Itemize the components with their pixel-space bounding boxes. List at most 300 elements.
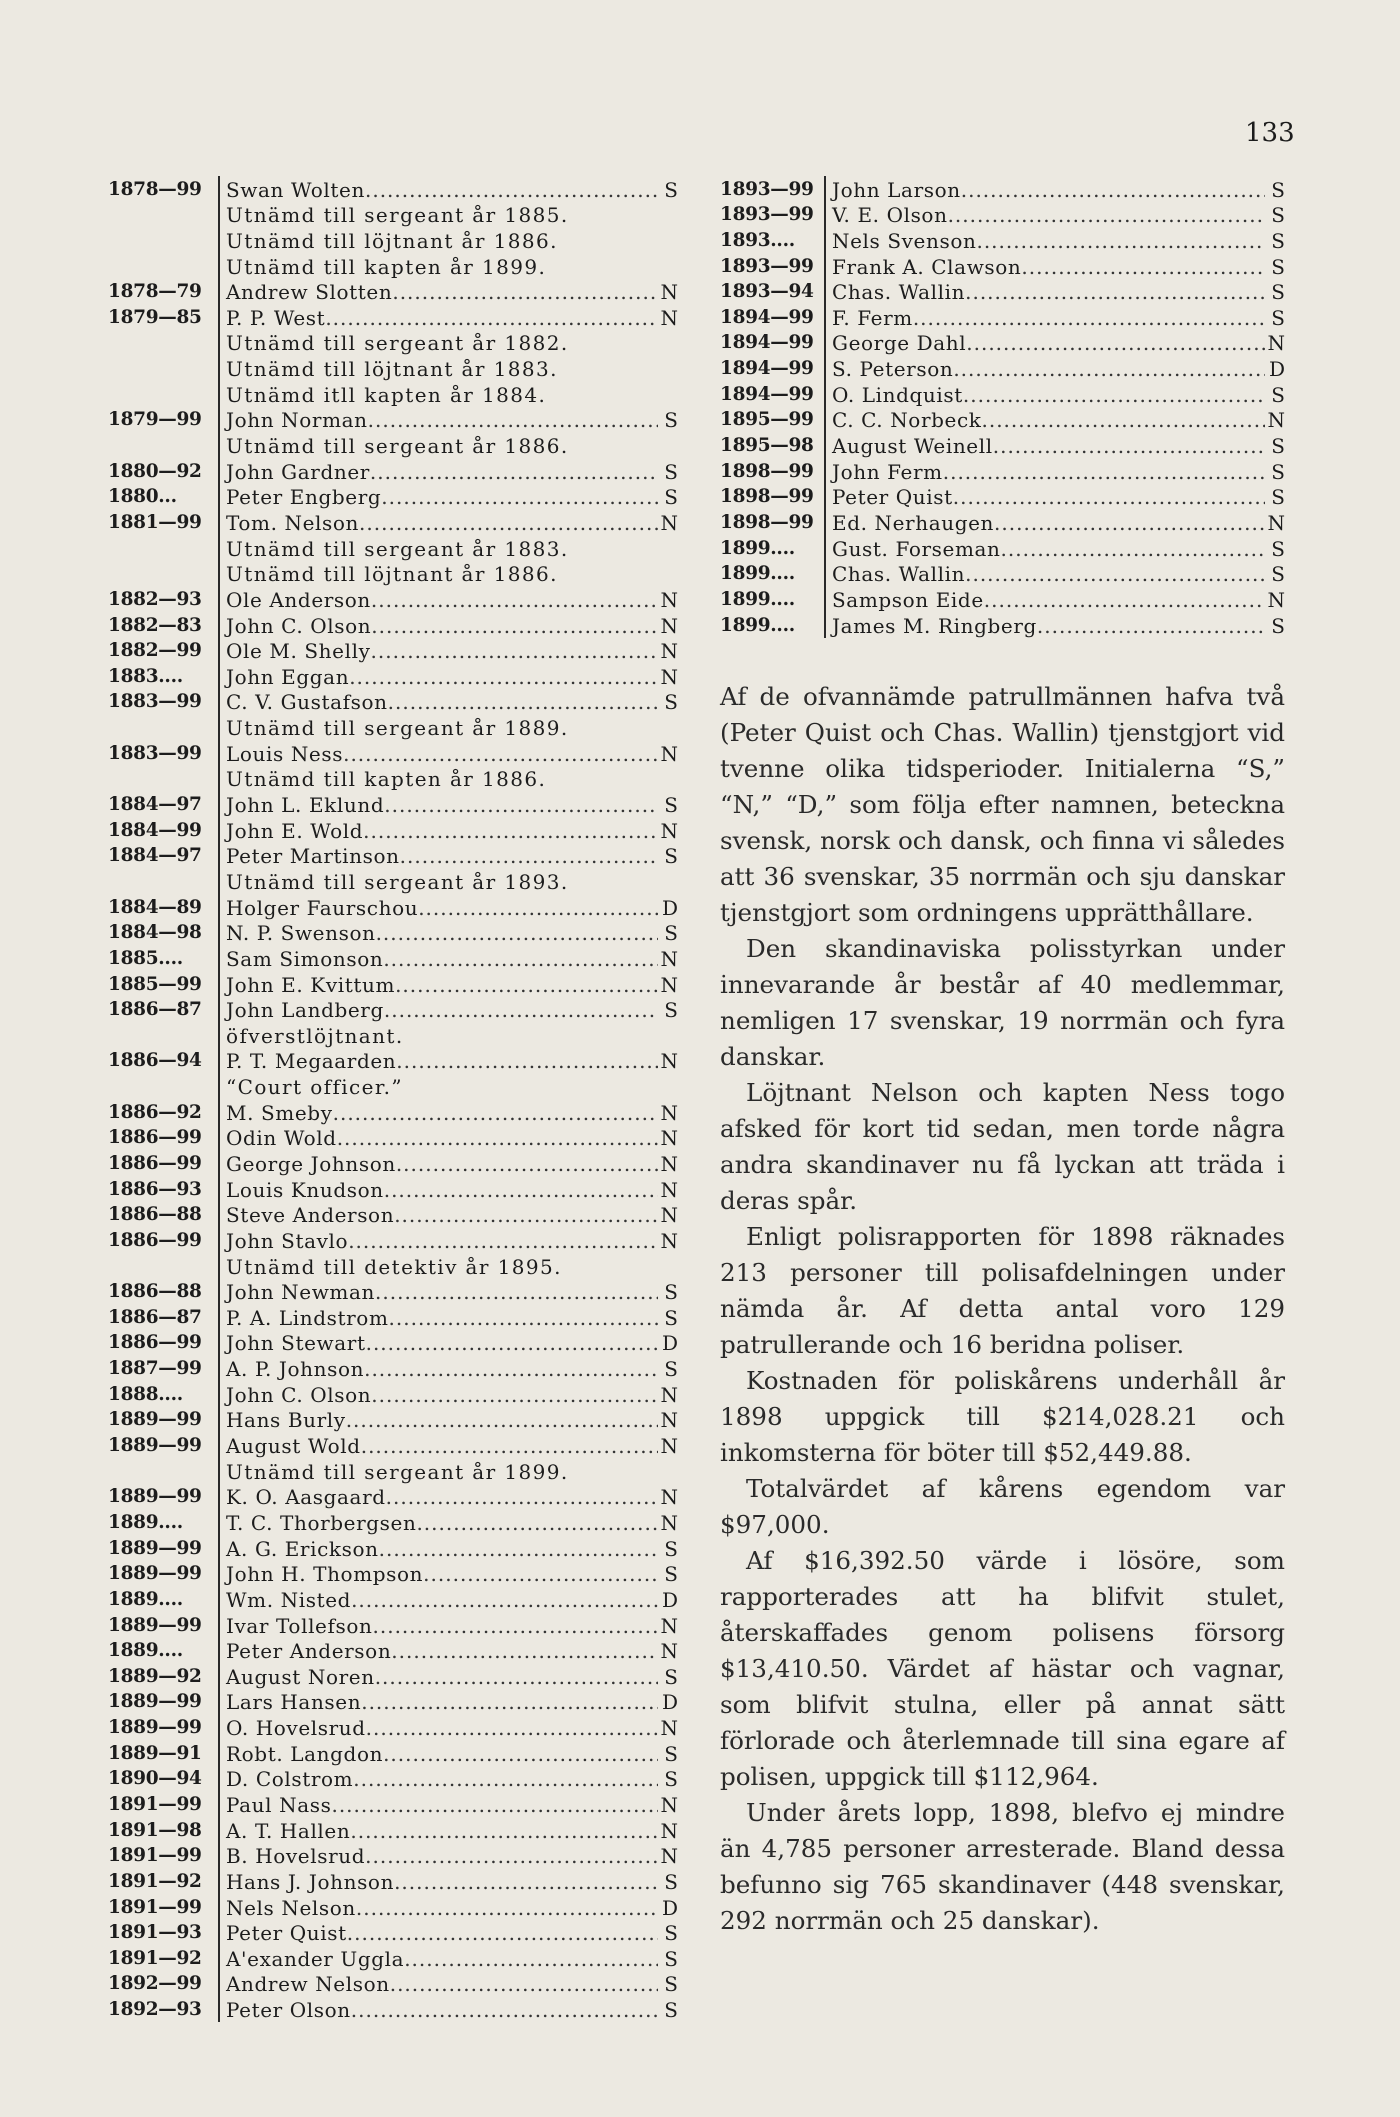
service-years: 1889—99 (108, 1537, 202, 1559)
roster-entry (108, 1766, 678, 1792)
officer-name: John C. Olson (226, 613, 372, 638)
service-years: 1895—98 (720, 435, 814, 457)
leader-dots (418, 896, 658, 920)
roster-note (108, 381, 678, 407)
entry-body (824, 304, 1285, 330)
entry-body (218, 894, 678, 920)
roster-entry (720, 202, 1285, 228)
patrolmen-roster-left (108, 176, 678, 2022)
nationality-initial: N (660, 613, 678, 638)
leader-dots (349, 665, 658, 689)
service-years: 1889—91 (108, 1742, 202, 1764)
paragraph: Af de ofvannämde patrullmännen hafva två (Peter Quist och Chas. Wallin) tjenstgjort vid tvenne olika tidsperioder. Initialerna “S,” “N,” “D,” som följa efter namnen, beteckna svensk, norsk och dansk, och finna vi således att 36 svenskar, 35 norrmän och sju danskar tjenstgjort som ordningens upprätthållare. (720, 681, 1285, 927)
entry-body (218, 766, 678, 792)
entry-body (218, 1714, 678, 1740)
leader-dots (395, 973, 658, 997)
nationality-initial: N (660, 946, 678, 971)
officer-name: John Landberg (226, 998, 384, 1023)
nationality-initial: D (1268, 357, 1285, 382)
promotion-note: Utnämd till sergeant år 1889. (226, 716, 569, 741)
leader-dots (404, 1947, 658, 1971)
nationality-initial: N (1267, 331, 1285, 356)
nationality-initial: N (660, 1049, 678, 1074)
entry-body (218, 1868, 678, 1894)
service-years: 1881—99 (108, 511, 202, 533)
entry-body (218, 407, 678, 433)
leader-dots (365, 1844, 658, 1868)
roster-entry (108, 1561, 678, 1587)
officer-name: A'exander Uggla (226, 1946, 405, 1971)
roster-note (108, 1073, 678, 1099)
nationality-initial: D (661, 1587, 678, 1612)
page-number: 133 (1245, 118, 1295, 148)
service-years: 1889—99 (108, 1717, 202, 1739)
leader-dots (1037, 614, 1265, 638)
officer-name: Holger Faurschou (226, 895, 419, 920)
officer-name: K. O. Aasgaard (226, 1485, 386, 1510)
roster-entry (108, 1971, 678, 1997)
leader-dots (976, 229, 1265, 253)
entry-body (218, 1355, 678, 1381)
entry-body (218, 1791, 678, 1817)
entry-body (218, 945, 678, 971)
entry-body (824, 509, 1285, 535)
roster-entry (108, 1894, 678, 1920)
service-years: 1891—99 (108, 1794, 202, 1815)
officer-name: D. Colstrom (226, 1767, 354, 1792)
service-years: 1891—99 (108, 1845, 202, 1867)
nationality-initial: S (664, 485, 678, 510)
nationality-initial: S (1271, 203, 1285, 228)
officer-name: John H. Thompson (226, 1562, 424, 1587)
roster-entry (720, 355, 1285, 381)
entry-body (218, 1663, 678, 1689)
roster-entry (108, 1920, 678, 1946)
roster-entry (108, 1612, 678, 1638)
entry-body (824, 176, 1285, 202)
leader-dots (948, 203, 1265, 227)
leader-dots (386, 1485, 658, 1509)
service-years: 1892—93 (108, 1999, 202, 2021)
leader-dots (356, 1896, 658, 1920)
officer-name: Chas. Wallin (832, 562, 966, 587)
entry-body (218, 1535, 678, 1561)
roster-entry (108, 1663, 678, 1689)
entry-body (218, 535, 678, 561)
nationality-initial: S (664, 1305, 678, 1330)
entry-body (218, 1612, 678, 1638)
officer-name: S. Peterson (832, 357, 954, 382)
roster-entry (108, 1817, 678, 1843)
nationality-initial: N (660, 972, 678, 997)
roster-entry (108, 791, 678, 817)
roster-entry (108, 638, 678, 664)
service-years: 1887—99 (108, 1358, 202, 1380)
roster-note (108, 202, 678, 228)
service-years: 1886—87 (108, 1306, 202, 1328)
entry-body (218, 1125, 678, 1151)
nationality-initial: N (660, 510, 678, 535)
entry-body (218, 484, 678, 510)
service-years: 1899.... (720, 563, 795, 585)
leader-dots (348, 1229, 658, 1253)
entry-body (218, 1740, 678, 1766)
leader-dots (953, 357, 1265, 381)
entry-body (218, 1766, 678, 1792)
service-years: 1883—99 (108, 691, 202, 713)
leader-dots (383, 947, 658, 971)
roster-note (108, 330, 678, 356)
roster-entry (108, 458, 678, 484)
service-years: 1889—99 (108, 1614, 202, 1636)
nationality-initial: N (660, 1408, 678, 1433)
nationality-initial: N (660, 1818, 678, 1843)
entry-body (218, 817, 678, 843)
roster-entry (108, 1945, 678, 1971)
officer-name: A. G. Erickson (226, 1536, 379, 1561)
service-years: 1889—99 (108, 1691, 202, 1713)
roster-note (108, 714, 678, 740)
entry-body (218, 868, 678, 894)
entry-body (824, 484, 1285, 510)
entry-body (824, 458, 1285, 484)
entry-body (218, 176, 678, 202)
roster-entry (108, 843, 678, 869)
roster-entry (108, 817, 678, 843)
left-column (108, 176, 678, 2022)
promotion-note: Utnämd till löjtnant år 1886. (226, 562, 558, 587)
right-column (720, 176, 1285, 1939)
officer-name: Paul Nass (226, 1793, 332, 1817)
officer-name: Hans J. Johnson (226, 1869, 395, 1894)
roster-entry (108, 304, 678, 330)
roster-entry (108, 1714, 678, 1740)
officer-name: Ivar Tollefson (226, 1613, 373, 1638)
roster-entry (108, 1509, 678, 1535)
service-years: 1886—99 (108, 1152, 202, 1174)
nationality-initial: N (660, 1613, 678, 1638)
leader-dots (361, 1690, 658, 1714)
entry-body (218, 663, 678, 689)
officer-name: V. E. Olson (832, 203, 948, 228)
officer-name: John E. Kvittum (226, 972, 396, 997)
entry-body (824, 535, 1285, 561)
paragraph: Den skandinaviska polisstyrkan under innevarande år består af 40 medlemmar, nemligen 17 svenskar, 19 norrmän och fyra danskar. (720, 933, 1285, 1071)
nationality-initial: S (664, 690, 678, 715)
leader-dots (325, 306, 658, 330)
roster-entry (108, 176, 678, 202)
service-years: 1893.... (720, 229, 795, 251)
service-years: 1889—92 (108, 1665, 202, 1687)
leader-dots (373, 1614, 659, 1638)
entry-body (218, 1407, 678, 1433)
officer-name: John Stavlo (226, 1228, 349, 1253)
entry-body (824, 227, 1285, 253)
officer-name: Wm. Nisted (226, 1587, 352, 1612)
service-years: 1884—97 (108, 794, 202, 816)
roster-entry (108, 509, 678, 535)
service-years: 1878—99 (108, 178, 202, 200)
leader-dots (993, 434, 1265, 458)
roster-entry (108, 1791, 678, 1817)
officer-name: John Ferm (832, 459, 943, 484)
promotion-note: Utnämd till sergeant år 1882. (226, 331, 569, 356)
nationality-initial: S (664, 998, 678, 1023)
officer-name: August Weinell (832, 434, 993, 459)
officer-name: Peter Quist (226, 1921, 347, 1946)
nationality-initial: S (664, 1946, 678, 1971)
roster-note (108, 1458, 678, 1484)
nationality-initial: S (1271, 562, 1285, 587)
roster-entry (108, 1638, 678, 1664)
roster-note (108, 1253, 678, 1279)
officer-name: August Noren (226, 1664, 375, 1689)
entry-body (218, 509, 678, 535)
officer-name: John Stewart (226, 1331, 366, 1356)
entry-body (218, 279, 678, 305)
leader-dots (963, 383, 1265, 407)
officer-name: Louis Ness (226, 741, 344, 766)
roster-note (108, 561, 678, 587)
leader-dots (361, 1434, 658, 1458)
officer-name: Steve Anderson (226, 1203, 395, 1228)
officer-name: C. V. Gustafson (226, 690, 388, 715)
entry-body (218, 1253, 678, 1279)
entry-body (218, 971, 678, 997)
roster-entry (108, 663, 678, 689)
entry-body (218, 1689, 678, 1715)
service-years: 1894—99 (720, 332, 814, 354)
leader-dots (390, 1972, 658, 1996)
nationality-initial: S (1271, 613, 1285, 638)
roster-note (108, 535, 678, 561)
service-years: 1889—99 (108, 1435, 202, 1457)
entry-body (218, 1432, 678, 1458)
leader-dots (394, 1203, 658, 1227)
entry-body (218, 1458, 678, 1484)
entry-body (218, 612, 678, 638)
nationality-initial: S (1271, 536, 1285, 561)
service-years: 1894—99 (720, 306, 814, 328)
officer-name: Peter Olson (226, 1998, 351, 2023)
leader-dots (375, 1280, 658, 1304)
service-years: 1880... (108, 486, 177, 508)
roster-entry (108, 1355, 678, 1381)
officer-name: Ole Anderson (226, 587, 371, 612)
service-years: 1884—89 (108, 896, 202, 918)
service-years: 1889.... (108, 1588, 183, 1610)
roster-entry (108, 1868, 678, 1894)
service-years: 1893—94 (720, 281, 814, 303)
leader-dots (371, 588, 658, 612)
nationality-initial: N (660, 1228, 678, 1253)
roster-entry (108, 1202, 678, 1228)
nationality-initial: N (660, 1100, 678, 1125)
service-years: 1889.... (108, 1511, 183, 1533)
leader-dots (384, 1178, 658, 1202)
entry-body (218, 458, 678, 484)
entry-body (218, 1227, 678, 1253)
roster-note (108, 432, 678, 458)
entry-body (218, 638, 678, 664)
entry-body (824, 279, 1285, 305)
leader-dots (961, 178, 1265, 202)
nationality-initial: S (664, 1664, 678, 1689)
officer-name: C. C. Norbeck (832, 408, 982, 433)
roster-entry (720, 612, 1285, 638)
entry-body (218, 1971, 678, 1997)
entry-body (218, 330, 678, 356)
service-years: 1885—99 (108, 973, 202, 995)
nationality-initial: N (660, 1510, 678, 1535)
officer-name: John Newman (226, 1280, 376, 1305)
officer-name: A. P. Johnson (226, 1357, 365, 1382)
officer-name: P. T. Megaarden (226, 1049, 397, 1074)
roster-entry (108, 1407, 678, 1433)
nationality-initial: S (664, 921, 678, 946)
entry-body (218, 714, 678, 740)
roster-entry (108, 1099, 678, 1125)
officer-name: F. Ferm (832, 305, 913, 330)
entry-body (824, 355, 1285, 381)
leader-dots (984, 588, 1265, 612)
leader-dots (379, 1537, 658, 1561)
patrolmen-roster-right (720, 176, 1285, 638)
service-years: 1886—93 (108, 1178, 202, 1200)
nationality-initial: S (1271, 177, 1285, 202)
entry-body (218, 1945, 678, 1971)
entry-body (218, 1561, 678, 1587)
roster-entry (108, 612, 678, 638)
leader-dots (383, 1742, 658, 1766)
leader-dots (375, 1665, 658, 1689)
roster-entry (108, 1381, 678, 1407)
promotion-note: “Court officer.” (226, 1075, 404, 1100)
nationality-initial: D (661, 1331, 678, 1356)
nationality-initial: S (1271, 382, 1285, 407)
promotion-note: Utnämd till kapten år 1886. (226, 767, 547, 792)
entry-body (824, 330, 1285, 356)
roster-entry (108, 484, 678, 510)
roster-entry (108, 1150, 678, 1176)
promotion-note: Utnämd till kapten år 1899. (226, 254, 547, 279)
promotion-note: Utnämd till sergeant år 1893. (226, 869, 569, 894)
officer-name: John L. Eklund (226, 793, 385, 818)
service-years: 1889—99 (108, 1409, 202, 1431)
leader-dots (389, 1306, 658, 1330)
roster-entry (720, 381, 1285, 407)
nationality-initial: D (661, 895, 678, 920)
entry-body (218, 1304, 678, 1330)
officer-name: Sam Simonson (226, 946, 384, 971)
roster-entry (108, 1740, 678, 1766)
paragraph: Kostnaden för poliskårens underhåll år 1898 uppgick till $214,028.21 och inkomsterna för böter till $52,449.88. (720, 1365, 1285, 1467)
service-years: 1890—94 (108, 1768, 202, 1790)
entry-body (218, 1073, 678, 1099)
entry-body (218, 355, 678, 381)
service-years: 1886—88 (108, 1281, 202, 1303)
leader-dots (384, 793, 658, 817)
leader-dots (994, 511, 1265, 535)
roster-entry (108, 279, 678, 305)
service-years: 1889—99 (108, 1563, 202, 1585)
nationality-initial: N (660, 1716, 678, 1741)
service-years: 1880—92 (108, 460, 202, 482)
nationality-initial: D (661, 1690, 678, 1715)
roster-entry (108, 997, 678, 1023)
leader-dots (343, 742, 658, 766)
nationality-initial: S (1271, 485, 1285, 510)
officer-name: John C. Olson (226, 1382, 372, 1407)
roster-entry (108, 1843, 678, 1869)
leader-dots (346, 1408, 658, 1432)
nationality-initial: S (664, 1741, 678, 1766)
roster-entry (720, 330, 1285, 356)
service-years: 1886—92 (108, 1101, 202, 1123)
roster-entry (720, 407, 1285, 433)
officer-name: Louis Knudson (226, 1177, 384, 1202)
paragraph: Enligt polisrapporten för 1898 räknades 213 personer till polisafdelningen under nämda år. Af detta antal voro 129 patrullerande och 16 beridna poliser. (720, 1221, 1285, 1359)
nationality-initial: N (660, 1203, 678, 1228)
leader-dots (366, 1716, 658, 1740)
officer-name: Nels Nelson (226, 1895, 356, 1920)
roster-entry (108, 945, 678, 971)
roster-entry (108, 1535, 678, 1561)
service-years: 1894—99 (720, 383, 814, 405)
roster-entry (108, 1125, 678, 1151)
roster-entry (108, 740, 678, 766)
entry-body (218, 689, 678, 715)
officer-name: Robt. Langdon (226, 1741, 384, 1766)
service-years: 1891—99 (108, 1896, 202, 1918)
officer-name: A. T. Hallen (226, 1818, 351, 1843)
roster-entry (720, 176, 1285, 202)
service-years: 1886—94 (108, 1050, 202, 1072)
nationality-initial: S (1271, 434, 1285, 459)
service-years: 1895—99 (720, 409, 814, 431)
leader-dots (966, 331, 1265, 355)
service-years: 1899.... (720, 588, 795, 610)
officer-name: N. P. Swenson (226, 921, 376, 946)
roster-entry (108, 1330, 678, 1356)
nationality-initial: N (660, 1793, 678, 1817)
service-years: 1898—99 (720, 511, 814, 533)
leader-dots (364, 1357, 658, 1381)
nationality-initial: S (664, 1869, 678, 1894)
officer-name: M. Smeby (226, 1100, 333, 1125)
leader-dots (371, 614, 658, 638)
roster-entry (108, 407, 678, 433)
entry-body (218, 1484, 678, 1510)
entry-body (824, 202, 1285, 228)
entry-body (218, 1381, 678, 1407)
roster-entry (720, 458, 1285, 484)
nationality-initial: N (1267, 408, 1285, 433)
leader-dots (351, 1588, 658, 1612)
officer-name: August Wold (226, 1434, 361, 1459)
roster-note (108, 227, 678, 253)
entry-body (218, 920, 678, 946)
nationality-initial: S (1271, 254, 1285, 279)
nationality-initial: N (660, 1844, 678, 1869)
entry-body (218, 1920, 678, 1946)
officer-name: Nels Svenson (832, 228, 977, 253)
nationality-initial: N (1267, 587, 1285, 612)
entry-body (218, 1330, 678, 1356)
paragraph: Under årets lopp, 1898, blefvo ej mindre än 4,785 personer arresterade. Bland dessa befunno sig 765 skandinaver (448 svenskar, 292 norrmän och 25 danskar). (720, 1797, 1285, 1935)
officer-name: Sampson Eide (832, 587, 984, 612)
entry-body (218, 997, 678, 1023)
